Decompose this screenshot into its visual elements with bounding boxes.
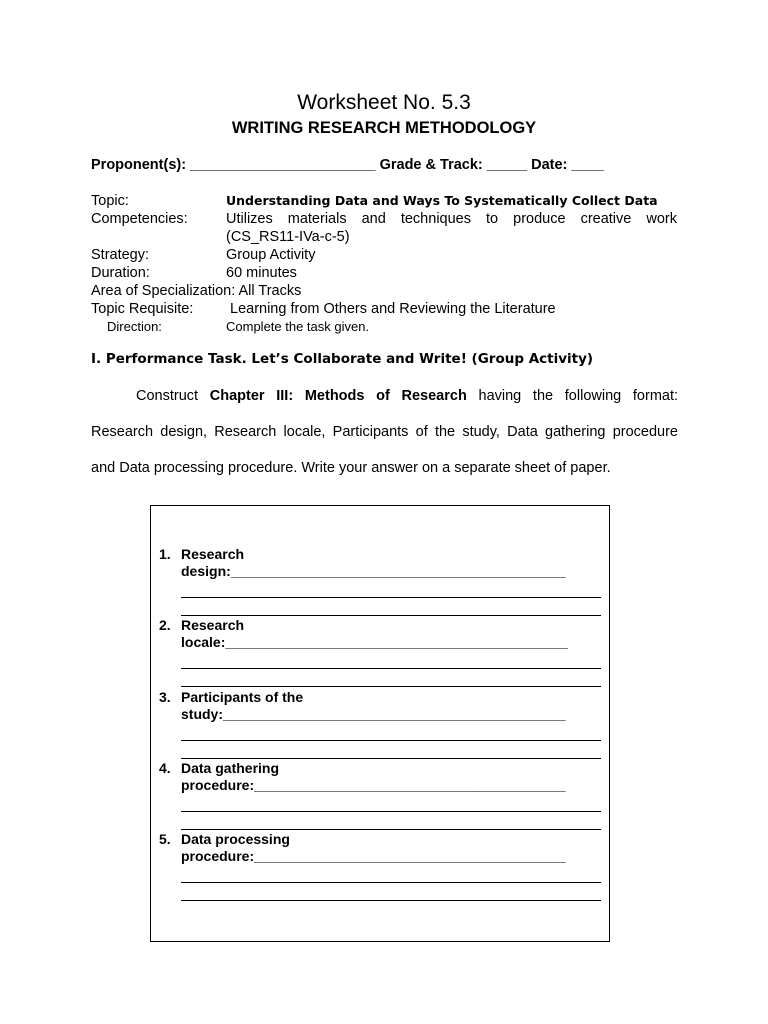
worksheet-title: Worksheet No. 5.3 bbox=[297, 91, 471, 114]
strategy-label: Strategy: bbox=[91, 247, 150, 263]
answer-rule bbox=[181, 597, 601, 598]
answer-rule bbox=[181, 740, 601, 741]
answer-rule bbox=[181, 758, 601, 759]
duration-label: Duration: bbox=[91, 265, 150, 281]
instructions-intro: Construct bbox=[136, 388, 199, 404]
answer-rule bbox=[181, 668, 601, 669]
item-label: Data processing bbox=[181, 831, 290, 847]
item-number: 5. bbox=[159, 831, 171, 847]
proponent-grade-date-line: Proponent(s): _______________________ Grade & Track: _____ Date: ____ bbox=[91, 157, 604, 173]
instructions-rest: having the following format: bbox=[478, 388, 679, 404]
strategy-value: Group Activity bbox=[226, 247, 316, 263]
answer-rule bbox=[181, 882, 601, 883]
instructions-line-1 bbox=[91, 387, 678, 405]
requisite-label: Topic Requisite: bbox=[91, 301, 194, 317]
item-label-blank: locale:____________________________________________ bbox=[181, 634, 568, 650]
item-number: 3. bbox=[159, 689, 171, 705]
requisite-value: Learning from Others and Reviewing the Literature bbox=[230, 301, 556, 317]
answer-rule bbox=[181, 900, 601, 901]
item-label-blank: design:___________________________________________ bbox=[181, 563, 566, 579]
item-number: 1. bbox=[159, 546, 171, 562]
competencies-value: Utilizes materials and techniques to produce creative work bbox=[226, 211, 677, 227]
item-label: Research bbox=[181, 617, 245, 633]
topic-value: Understanding Data and Ways To Systematically Collect Data bbox=[226, 193, 658, 208]
instructions-line-3: and Data processing procedure. Write your answer on a separate sheet of paper. bbox=[91, 460, 611, 476]
duration-value: 60 minutes bbox=[226, 265, 297, 281]
answer-rule bbox=[181, 686, 601, 687]
direction-value: Complete the task given. bbox=[226, 319, 370, 334]
item-label-blank: procedure:________________________________________ bbox=[181, 777, 566, 793]
instructions-line-2: Research design, Research locale, Participants of the study, Data gathering procedure bbox=[91, 424, 678, 440]
answer-rule bbox=[181, 829, 601, 830]
item-number: 4. bbox=[159, 760, 171, 776]
item-label-blank: study:____________________________________________ bbox=[181, 706, 566, 722]
answer-rule bbox=[181, 811, 601, 812]
item-label: Data gathering bbox=[181, 760, 280, 776]
worksheet-subtitle: WRITING RESEARCH METHODOLOGY bbox=[231, 119, 537, 137]
topic-label: Topic: bbox=[91, 193, 129, 209]
competencies-label: Competencies: bbox=[91, 211, 188, 227]
item-number: 2. bbox=[159, 617, 171, 633]
item-label: Participants of the bbox=[181, 689, 304, 705]
competencies-code: (CS_RS11-IVa-c-5) bbox=[226, 229, 350, 245]
answer-rule bbox=[181, 615, 601, 616]
section-heading: I. Performance Task. Let’s Collaborate and Write! (Group Activity) bbox=[91, 351, 594, 367]
specialization-line: Area of Specialization: All Tracks bbox=[91, 283, 302, 299]
item-label: Research bbox=[181, 546, 245, 562]
instructions-chapter: Chapter III: Methods of Research bbox=[209, 388, 467, 404]
direction-label: Direction: bbox=[107, 319, 162, 334]
item-label-blank: procedure:________________________________________ bbox=[181, 848, 566, 864]
